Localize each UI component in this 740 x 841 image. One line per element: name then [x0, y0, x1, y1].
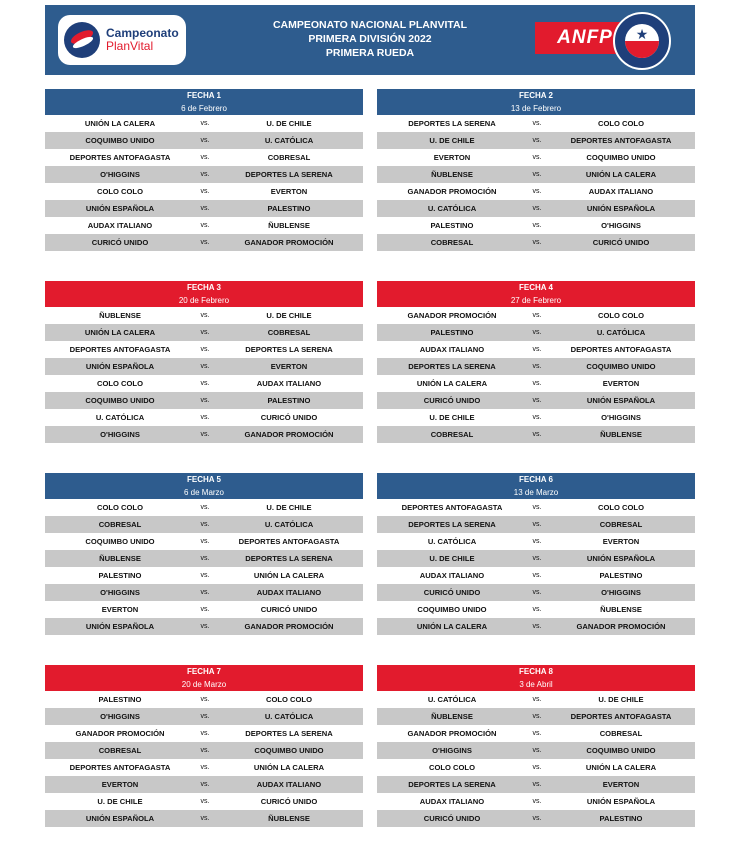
away-team: UNIÓN LA CALERA: [253, 763, 325, 772]
match-row: [377, 516, 695, 533]
match-row: [377, 409, 695, 426]
match-row: [377, 584, 695, 601]
away-team: U. CATÓLICA: [264, 136, 314, 145]
fecha-block: [45, 665, 363, 827]
vs-label: vs.: [532, 504, 542, 511]
vs-label: vs.: [532, 239, 542, 246]
away-team: AUDAX ITALIANO: [588, 187, 654, 196]
home-team: CURICÓ UNIDO: [423, 814, 481, 823]
home-team: CURICÓ UNIDO: [423, 588, 481, 597]
vs-label: vs.: [532, 154, 542, 161]
vs-label: vs.: [200, 154, 210, 161]
away-team: COLO COLO: [598, 503, 644, 512]
away-team: U. CATÓLICA: [264, 520, 314, 529]
match-row: [377, 533, 695, 550]
match-row: [377, 234, 695, 251]
match-row: [377, 725, 695, 742]
home-team: COLO COLO: [97, 503, 143, 512]
vs-label: vs.: [200, 312, 210, 319]
vs-label: vs.: [532, 363, 542, 370]
vs-label: vs.: [200, 188, 210, 195]
home-team: COQUIMBO UNIDO: [85, 396, 155, 405]
vs-label: vs.: [200, 205, 210, 212]
home-team: O'HIGGINS: [100, 712, 140, 721]
home-team: U. DE CHILE: [97, 797, 143, 806]
fecha-title: FECHA 4: [519, 283, 553, 292]
match-row: [45, 183, 363, 200]
fecha-date: 27 de Febrero: [510, 296, 562, 305]
away-team: UNIÓN ESPAÑOLA: [586, 797, 656, 806]
away-team: PALESTINO: [599, 571, 643, 580]
vs-label: vs.: [532, 696, 542, 703]
match-row: [45, 533, 363, 550]
away-team: DEPORTES LA SERENA: [245, 170, 333, 179]
home-team: U. CATÓLICA: [427, 537, 477, 546]
vs-label: vs.: [532, 205, 542, 212]
away-team: EVERTON: [270, 187, 308, 196]
campeonato-planvital-logo: [58, 15, 186, 65]
fecha-title: FECHA 7: [187, 667, 221, 676]
away-team: PALESTINO: [599, 814, 643, 823]
logo-line-1: Campeonato: [106, 26, 179, 41]
vs-label: vs.: [532, 538, 542, 545]
vs-label: vs.: [532, 572, 542, 579]
match-row: [377, 618, 695, 635]
vs-label: vs.: [532, 521, 542, 528]
vs-label: vs.: [532, 222, 542, 229]
away-team: ÑUBLENSE: [600, 605, 642, 614]
vs-label: vs.: [200, 606, 210, 613]
match-row: [45, 725, 363, 742]
home-team: UNIÓN ESPAÑOLA: [85, 362, 155, 371]
away-team: UNIÓN ESPAÑOLA: [586, 204, 656, 213]
match-row: [377, 742, 695, 759]
match-row: [45, 426, 363, 443]
home-team: COQUIMBO UNIDO: [417, 605, 487, 614]
vs-label: vs.: [200, 747, 210, 754]
vs-label: vs.: [532, 623, 542, 630]
match-row: [377, 392, 695, 409]
home-team: UNIÓN LA CALERA: [84, 119, 156, 128]
away-team: DEPORTES LA SERENA: [245, 554, 333, 563]
home-team: U. DE CHILE: [429, 136, 475, 145]
away-team: COQUIMBO UNIDO: [586, 746, 656, 755]
match-row: [45, 618, 363, 635]
home-team: U. CATÓLICA: [95, 413, 145, 422]
home-team: U. DE CHILE: [429, 413, 475, 422]
match-row: [377, 200, 695, 217]
home-team: O'HIGGINS: [432, 746, 472, 755]
home-team: COLO COLO: [97, 187, 143, 196]
fecha-header: [377, 665, 695, 691]
away-team: PALESTINO: [267, 204, 311, 213]
home-team: DEPORTES LA SERENA: [408, 780, 496, 789]
away-team: DEPORTES ANTOFAGASTA: [570, 712, 672, 721]
home-team: U. CATÓLICA: [427, 695, 477, 704]
fecha-header: [45, 473, 363, 499]
vs-label: vs.: [200, 222, 210, 229]
match-row: [377, 567, 695, 584]
match-row: [45, 567, 363, 584]
vs-label: vs.: [200, 137, 210, 144]
away-team: COQUIMBO UNIDO: [586, 153, 656, 162]
home-team: PALESTINO: [430, 328, 474, 337]
home-team: PALESTINO: [98, 571, 142, 580]
match-row: [377, 132, 695, 149]
vs-label: vs.: [200, 120, 210, 127]
away-team: EVERTON: [602, 537, 640, 546]
vs-label: vs.: [532, 312, 542, 319]
home-team: PALESTINO: [98, 695, 142, 704]
vs-label: vs.: [532, 730, 542, 737]
match-row: [377, 307, 695, 324]
home-team: COLO COLO: [429, 763, 475, 772]
federacion-de-futbol-de-chile-seal-icon: ★: [613, 12, 671, 70]
away-team: GANADOR PROMOCIÓN: [244, 430, 334, 439]
vs-label: vs.: [532, 713, 542, 720]
home-team: COBRESAL: [98, 520, 142, 529]
home-team: UNIÓN ESPAÑOLA: [85, 622, 155, 631]
home-team: COBRESAL: [430, 238, 474, 247]
home-team: GANADOR PROMOCIÓN: [407, 729, 497, 738]
away-team: EVERTON: [602, 379, 640, 388]
away-team: EVERTON: [602, 780, 640, 789]
away-team: UNIÓN LA CALERA: [253, 571, 325, 580]
away-team: U. CATÓLICA: [264, 712, 314, 721]
vs-label: vs.: [532, 815, 542, 822]
match-row: [377, 810, 695, 827]
match-row: [45, 550, 363, 567]
away-team: DEPORTES LA SERENA: [245, 729, 333, 738]
vs-label: vs.: [532, 346, 542, 353]
fecha-block: [377, 473, 695, 635]
match-row: [377, 217, 695, 234]
home-team: U. CATÓLICA: [427, 204, 477, 213]
match-row: [45, 409, 363, 426]
home-team: COBRESAL: [430, 430, 474, 439]
home-team: UNIÓN ESPAÑOLA: [85, 814, 155, 823]
home-team: COQUIMBO UNIDO: [85, 136, 155, 145]
vs-label: vs.: [200, 431, 210, 438]
home-team: ÑUBLENSE: [99, 554, 141, 563]
home-team: AUDAX ITALIANO: [87, 221, 153, 230]
home-team: DEPORTES ANTOFAGASTA: [69, 153, 171, 162]
away-team: GANADOR PROMOCIÓN: [576, 622, 666, 631]
planvital-swoosh-icon: [64, 22, 100, 58]
vs-label: vs.: [200, 504, 210, 511]
vs-label: vs.: [200, 572, 210, 579]
vs-label: vs.: [200, 239, 210, 246]
home-team: GANADOR PROMOCIÓN: [407, 187, 497, 196]
away-team: DEPORTES ANTOFAGASTA: [570, 345, 672, 354]
match-row: [377, 550, 695, 567]
fecha-block: [45, 281, 363, 443]
vs-label: vs.: [200, 397, 210, 404]
away-team: COQUIMBO UNIDO: [254, 746, 324, 755]
fecha-header: [45, 89, 363, 115]
page-title: [225, 18, 515, 60]
match-row: [45, 358, 363, 375]
fecha-header: [377, 473, 695, 499]
vs-label: vs.: [200, 380, 210, 387]
match-row: [377, 601, 695, 618]
vs-label: vs.: [200, 555, 210, 562]
fecha-title: FECHA 5: [187, 475, 221, 484]
away-team: U. CATÓLICA: [596, 328, 646, 337]
match-row: [45, 584, 363, 601]
match-row: [45, 708, 363, 725]
fecha-header: [377, 281, 695, 307]
match-row: [377, 759, 695, 776]
home-team: U. DE CHILE: [429, 554, 475, 563]
match-row: [45, 166, 363, 183]
fecha-header: [45, 281, 363, 307]
match-row: [377, 375, 695, 392]
match-row: [377, 499, 695, 516]
away-team: COLO COLO: [598, 311, 644, 320]
match-row: [45, 375, 363, 392]
away-team: COLO COLO: [266, 695, 312, 704]
fecha-header: [45, 665, 363, 691]
match-row: [45, 776, 363, 793]
away-team: U. DE CHILE: [266, 503, 312, 512]
fecha-block: [377, 281, 695, 443]
fecha-date: 13 de Marzo: [513, 488, 559, 497]
away-team: COBRESAL: [599, 729, 643, 738]
away-team: GANADOR PROMOCIÓN: [244, 622, 334, 631]
page-header: [45, 5, 695, 75]
vs-label: vs.: [200, 589, 210, 596]
away-team: UNIÓN ESPAÑOLA: [586, 554, 656, 563]
fecha-block: [377, 89, 695, 251]
vs-label: vs.: [532, 188, 542, 195]
vs-label: vs.: [200, 538, 210, 545]
away-team: DEPORTES ANTOFAGASTA: [238, 537, 340, 546]
vs-label: vs.: [532, 397, 542, 404]
match-row: [377, 166, 695, 183]
match-row: [377, 341, 695, 358]
match-row: [45, 742, 363, 759]
away-team: O'HIGGINS: [601, 588, 641, 597]
vs-label: vs.: [532, 137, 542, 144]
vs-label: vs.: [532, 555, 542, 562]
match-row: [45, 810, 363, 827]
home-team: UNIÓN LA CALERA: [84, 328, 156, 337]
match-row: [377, 776, 695, 793]
away-team: COBRESAL: [267, 328, 311, 337]
away-team: AUDAX ITALIANO: [256, 780, 322, 789]
title-line-1: CAMPEONATO NACIONAL PLANVITAL: [272, 19, 468, 31]
home-team: O'HIGGINS: [100, 588, 140, 597]
vs-label: vs.: [532, 329, 542, 336]
fecha-title: FECHA 6: [519, 475, 553, 484]
vs-label: vs.: [200, 171, 210, 178]
vs-label: vs.: [200, 696, 210, 703]
fecha-date: 13 de Febrero: [510, 104, 562, 113]
fecha-title: FECHA 8: [519, 667, 553, 676]
vs-label: vs.: [532, 171, 542, 178]
home-team: ÑUBLENSE: [99, 311, 141, 320]
vs-label: vs.: [200, 730, 210, 737]
fecha-title: FECHA 3: [187, 283, 221, 292]
vs-label: vs.: [200, 346, 210, 353]
anfp-logo: ANFP: [535, 22, 635, 54]
home-team: GANADOR PROMOCIÓN: [75, 729, 165, 738]
vs-label: vs.: [532, 431, 542, 438]
match-row: [45, 341, 363, 358]
match-row: [377, 708, 695, 725]
match-row: [45, 601, 363, 618]
away-team: CURICÓ UNIDO: [260, 413, 318, 422]
match-row: [377, 183, 695, 200]
vs-label: vs.: [200, 781, 210, 788]
home-team: AUDAX ITALIANO: [419, 571, 485, 580]
away-team: COQUIMBO UNIDO: [586, 362, 656, 371]
home-team: O'HIGGINS: [100, 430, 140, 439]
home-team: COQUIMBO UNIDO: [85, 537, 155, 546]
home-team: DEPORTES ANTOFAGASTA: [401, 503, 503, 512]
home-team: PALESTINO: [430, 221, 474, 230]
fecha-title: FECHA 2: [519, 91, 553, 100]
home-team: EVERTON: [101, 605, 139, 614]
title-line-3: PRIMERA RUEDA: [325, 47, 415, 59]
away-team: CURICÓ UNIDO: [260, 605, 318, 614]
away-team: CURICÓ UNIDO: [592, 238, 650, 247]
home-team: UNIÓN LA CALERA: [416, 379, 488, 388]
away-team: UNIÓN ESPAÑOLA: [586, 396, 656, 405]
vs-label: vs.: [532, 120, 542, 127]
fecha-date: 20 de Febrero: [178, 296, 230, 305]
match-row: [45, 234, 363, 251]
vs-label: vs.: [532, 764, 542, 771]
fecha-date: 3 de Abril: [519, 680, 553, 689]
match-row: [377, 793, 695, 810]
match-row: [45, 759, 363, 776]
match-row: [45, 200, 363, 217]
away-team: UNIÓN LA CALERA: [585, 170, 657, 179]
match-row: [45, 149, 363, 166]
away-team: O'HIGGINS: [601, 221, 641, 230]
fecha-date: 20 de Marzo: [181, 680, 227, 689]
vs-label: vs.: [200, 414, 210, 421]
away-team: O'HIGGINS: [601, 413, 641, 422]
fecha-block: [45, 473, 363, 635]
match-row: [45, 392, 363, 409]
home-team: DEPORTES LA SERENA: [408, 119, 496, 128]
match-row: [45, 115, 363, 132]
away-team: U. DE CHILE: [266, 311, 312, 320]
match-row: [377, 324, 695, 341]
fecha-header: [377, 89, 695, 115]
home-team: CURICÓ UNIDO: [91, 238, 149, 247]
away-team: PALESTINO: [267, 396, 311, 405]
match-row: [45, 324, 363, 341]
home-team: COBRESAL: [98, 746, 142, 755]
match-row: [45, 132, 363, 149]
match-row: [377, 691, 695, 708]
match-row: [45, 691, 363, 708]
away-team: U. DE CHILE: [598, 695, 644, 704]
home-team: CURICÓ UNIDO: [423, 396, 481, 405]
match-row: [45, 793, 363, 810]
match-row: [377, 358, 695, 375]
away-team: DEPORTES LA SERENA: [245, 345, 333, 354]
away-team: ÑUBLENSE: [268, 221, 310, 230]
logo-line-2: PlanVital: [106, 39, 154, 53]
home-team: AUDAX ITALIANO: [419, 345, 485, 354]
away-team: GANADOR PROMOCIÓN: [244, 238, 334, 247]
home-team: ÑUBLENSE: [431, 170, 473, 179]
vs-label: vs.: [532, 781, 542, 788]
away-team: AUDAX ITALIANO: [256, 379, 322, 388]
home-team: EVERTON: [101, 780, 139, 789]
match-row: [377, 149, 695, 166]
fecha-date: 6 de Febrero: [181, 104, 227, 113]
vs-label: vs.: [200, 764, 210, 771]
home-team: DEPORTES ANTOFAGASTA: [69, 345, 171, 354]
vs-label: vs.: [532, 747, 542, 754]
match-row: [45, 307, 363, 324]
home-team: EVERTON: [433, 153, 471, 162]
match-row: [377, 115, 695, 132]
home-team: ÑUBLENSE: [431, 712, 473, 721]
match-row: [45, 516, 363, 533]
vs-label: vs.: [200, 798, 210, 805]
vs-label: vs.: [200, 521, 210, 528]
vs-label: vs.: [532, 380, 542, 387]
away-team: DEPORTES ANTOFAGASTA: [570, 136, 672, 145]
vs-label: vs.: [532, 606, 542, 613]
fecha-block: [45, 89, 363, 251]
vs-label: vs.: [532, 589, 542, 596]
home-team: COLO COLO: [97, 379, 143, 388]
home-team: GANADOR PROMOCIÓN: [407, 311, 497, 320]
away-team: COBRESAL: [267, 153, 311, 162]
match-row: [45, 217, 363, 234]
home-team: DEPORTES LA SERENA: [408, 520, 496, 529]
away-team: CURICÓ UNIDO: [260, 797, 318, 806]
home-team: UNIÓN LA CALERA: [416, 622, 488, 631]
vs-label: vs.: [200, 713, 210, 720]
away-team: COBRESAL: [599, 520, 643, 529]
home-team: DEPORTES ANTOFAGASTA: [69, 763, 171, 772]
home-team: UNIÓN ESPAÑOLA: [85, 204, 155, 213]
vs-label: vs.: [200, 363, 210, 370]
home-team: O'HIGGINS: [100, 170, 140, 179]
vs-label: vs.: [200, 815, 210, 822]
home-team: DEPORTES LA SERENA: [408, 362, 496, 371]
away-team: ÑUBLENSE: [268, 814, 310, 823]
away-team: UNIÓN LA CALERA: [585, 763, 657, 772]
fecha-date: 6 de Marzo: [183, 488, 225, 497]
title-line-2: PRIMERA DIVISIÓN 2022: [308, 33, 432, 45]
away-team: U. DE CHILE: [266, 119, 312, 128]
fecha-block: [377, 665, 695, 827]
match-row: [45, 499, 363, 516]
vs-label: vs.: [200, 623, 210, 630]
away-team: AUDAX ITALIANO: [256, 588, 322, 597]
away-team: COLO COLO: [598, 119, 644, 128]
vs-label: vs.: [200, 329, 210, 336]
home-team: AUDAX ITALIANO: [419, 797, 485, 806]
fecha-title: FECHA 1: [187, 91, 221, 100]
vs-label: vs.: [532, 414, 542, 421]
away-team: EVERTON: [270, 362, 308, 371]
vs-label: vs.: [532, 798, 542, 805]
away-team: ÑUBLENSE: [600, 430, 642, 439]
match-row: [377, 426, 695, 443]
